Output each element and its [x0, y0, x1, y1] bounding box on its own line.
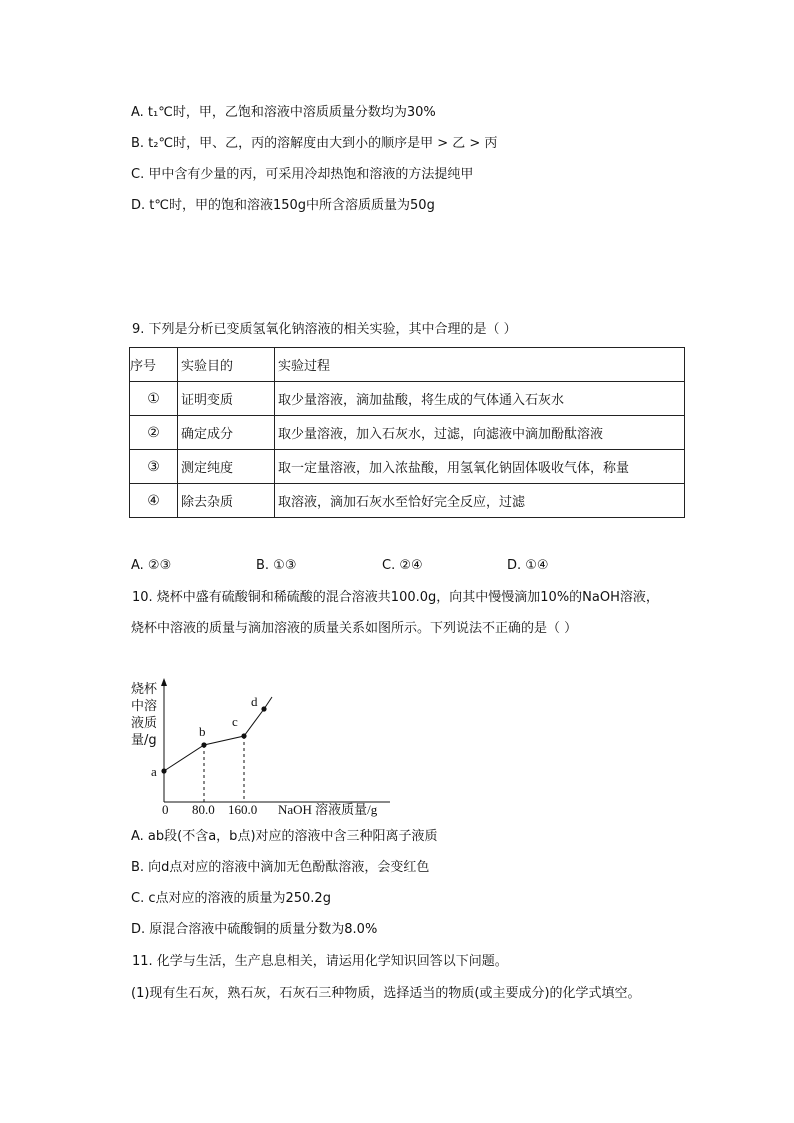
y-axis-arrow: [161, 678, 167, 686]
table-cell-purpose: 除去杂质: [178, 484, 275, 518]
point-c: [241, 733, 246, 738]
table-header-row: [130, 348, 685, 382]
data-line: [164, 709, 264, 771]
point-b: [201, 742, 206, 747]
q9-stem: 9. 下列是分析已变质氢氧化钠溶液的相关实验，其中合理的是（ ）: [132, 322, 517, 337]
point-label-b: b: [199, 724, 206, 739]
q9-table: [129, 347, 685, 518]
x-tick-label: 80.0: [192, 802, 215, 817]
q11-stem: 11. 化学与生活，生产息息相关，请运用化学知识回答以下问题。: [132, 954, 508, 969]
q9-option-a: A. ②③: [131, 558, 172, 573]
table-cell-purpose: 证明变质: [178, 382, 275, 416]
table-cell-number: ④: [130, 484, 178, 518]
q10-option-c: C. c点对应的溶液的质量为250.2g: [131, 891, 331, 906]
q8-option-d: D. t℃时，甲的饱和溶液150g中所含溶质质量为50g: [131, 198, 435, 213]
table-header: 实验目的: [178, 348, 275, 382]
point-label-c: c: [232, 714, 238, 729]
q8-option-c: C. 甲中含有少量的丙，可采用冷却热饱和溶液的方法提纯甲: [131, 167, 474, 182]
table-row: [130, 382, 685, 416]
point-d: [261, 706, 266, 711]
y-axis-label-line: 烧杯: [131, 682, 158, 697]
q9-option-c: C. ②④: [382, 558, 423, 573]
y-axis-label-line: 液质: [131, 716, 158, 731]
table-cell-process: 取一定量溶液，加入浓盐酸，用氢氧化钠固体吸收气体，称量: [275, 450, 685, 484]
table-header: 实验过程: [275, 348, 685, 382]
table-row: [130, 450, 685, 484]
table-cell-process: 取少量溶液，加入石灰水，过滤，向滤液中滴加酚酞溶液: [275, 416, 685, 450]
origin-label: 0: [162, 802, 169, 817]
table-cell-purpose: 确定成分: [178, 416, 275, 450]
q8-option-b: B. t₂℃时，甲、乙，丙的溶解度由大到小的顺序是甲 > 乙 > 丙: [131, 136, 498, 151]
point-label-d: d: [251, 694, 258, 709]
q9-option-b: B. ①③: [256, 558, 297, 573]
table-cell-purpose: 测定纯度: [178, 450, 275, 484]
table-cell-number: ③: [130, 450, 178, 484]
y-axis-label-line: 中溶: [131, 699, 158, 714]
x-tick-label: 160.0: [228, 802, 258, 817]
point-label-a: a: [151, 764, 157, 779]
q10-option-d: D. 原混合溶液中硫酸铜的质量分数为8.0%: [131, 922, 378, 937]
table-row: [130, 484, 685, 518]
x-axis-label: NaOH 溶液质量/g: [278, 802, 378, 817]
table-header: 序号: [130, 348, 178, 382]
q10-graph: [120, 672, 400, 822]
q9-option-d: D. ①④: [507, 558, 549, 573]
q11-sub1: (1)现有生石灰，熟石灰，石灰石三种物质，选择适当的物质(或主要成分)的化学式填空。: [131, 986, 641, 1001]
table-cell-process: 取少量溶液，滴加盐酸，将生成的气体通入石灰水: [275, 382, 685, 416]
point-a: [161, 768, 166, 773]
y-axis-label-line: 量/g: [131, 733, 157, 748]
q10-stem-line2: 烧杯中溶液的质量与滴加溶液的质量关系如图所示。下列说法不正确的是（ ）: [131, 621, 578, 636]
q10-option-b: B. 向d点对应的溶液中滴加无色酚酞溶液，会变红色: [131, 860, 430, 875]
table-row: [130, 416, 685, 450]
table-cell-number: ①: [130, 382, 178, 416]
table-cell-process: 取溶液，滴加石灰水至恰好完全反应，过滤: [275, 484, 685, 518]
table-cell-number: ②: [130, 416, 178, 450]
q10-option-a: A. ab段(不含a，b点)对应的溶液中含三种阳离子液质: [131, 829, 438, 844]
q8-option-a: A. t₁℃时，甲，乙饱和溶液中溶质质量分数均为30%: [131, 105, 436, 120]
q10-stem-line1: 10. 烧杯中盛有硫酸铜和稀硫酸的混合溶液共100.0g，向其中慢慢滴加10%的NaOH溶液，: [132, 590, 659, 605]
